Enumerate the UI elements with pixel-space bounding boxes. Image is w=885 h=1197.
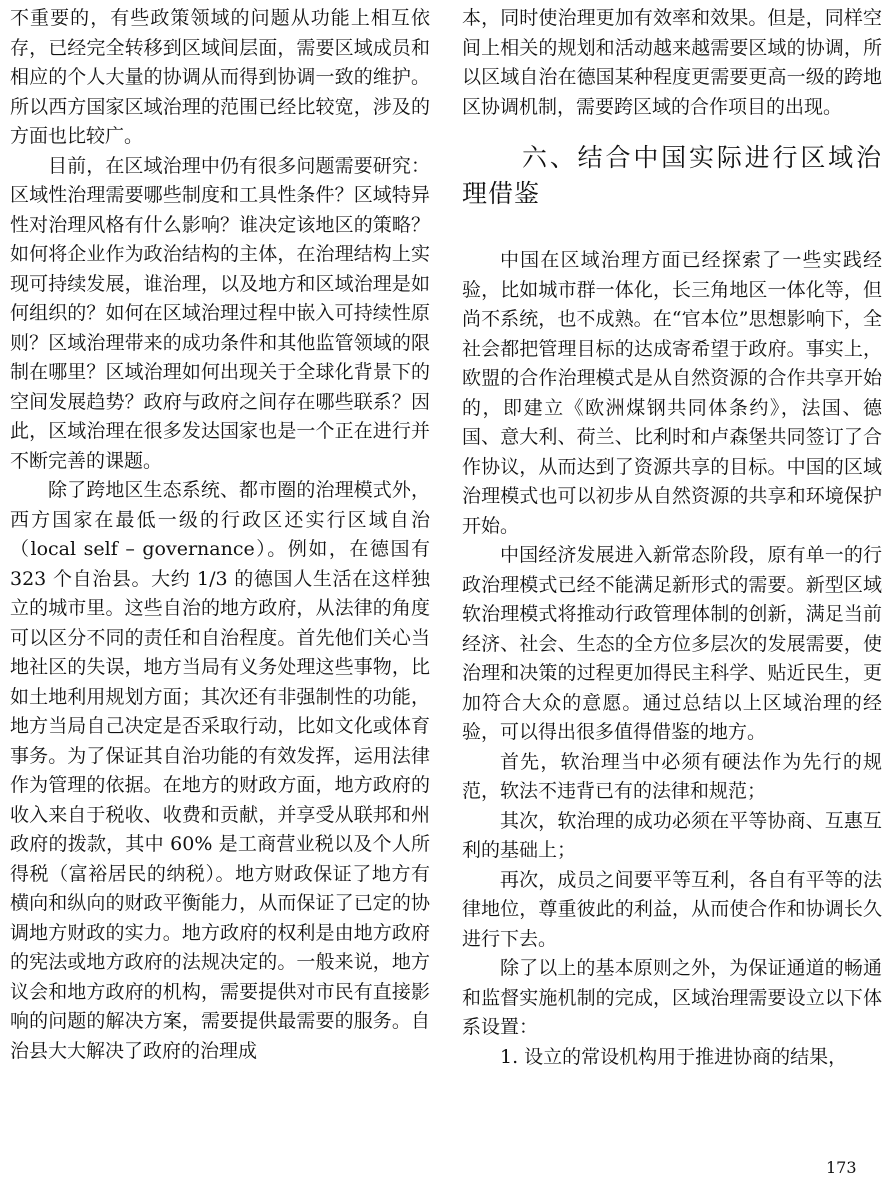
body-paragraph: 除了跨地区生态系统、都市圈的治理模式外，西方国家在最低一级的行政区还实行区域自治（local self – governance）。例如，在德国有 323 个自治县。大约 1/3 的德国人生活在这样独立的城市里。这些自治的地方政府，从法律的角度可以区分不同的责任和自治程度。首先他们关心当地社区的失误，地方当局有义务处理这些事物，比如土地利用规划方面；其次还有非强制性的功能，地方当局自己决定是否采取行动，比如文化或体育事务。为了保证其自治功能的有效发挥，运用法律作为管理的依据。在地方的财政方面，地方政府的收入来自于税收、收费和贡献，并享受从联邦和州政府的拨款，其中 60% 是工商营业税以及个人所得税（富裕居民的纳税）。地方财政保证了地方有横向和纵向的财政平衡能力，从而保证了已定的协调地方财政的实力。地方政府的权利是由地方政府的宪法或地方政府的法规决定的。一般来说，地方议会和地方政府的机构，需要提供对市民有直接影响的问题的解决方案，需要提供最需要的服务。自治县大大解决了政府的治理成 xyxy=(10,479,430,1062)
body-paragraph: 目前，在区域治理中仍有很多问题需要研究：区域性治理需要哪些制度和工具性条件？区域特异性对治理风格有什么影响？谁决定该地区的策略？如何将企业作为政治结构的主体，在治理结构上实现可持续发展，谁治理，以及地方和区域治理是如何组织的？如何在区域治理过程中嵌入可持续性原则？区域治理带来的成功条件和其他监管领域的限制在哪里？区域治理如何出现关于全球化背景下的空间发展趋势？政府与政府之间存在哪些联系？因此，区域治理在很多发达国家也是一个正在进行并不断完善的课题。 xyxy=(10,154,430,472)
body-paragraph: 中国经济发展进入新常态阶段，原有单一的行政治理模式已经不能满足新形式的需要。新型区域软治理模式将推动行政管理体制的创新，满足当前经济、社会、生态的全方位多层次的发展需要，使治理和决策的过程更加得民主科学、贴近民生，更加符合大众的意愿。通过总结以上区域治理的经验，可以得出很多值得借鉴的地方。 xyxy=(462,544,882,743)
body-paragraph: 本，同时使治理更加有效率和效果。但是，同样空间上相关的规划和活动越来越需要区域的协调，所以区域自治在德国某种程度更需要更高一级的跨地区协调机制，需要跨区域的合作项目的出现。 xyxy=(462,7,882,118)
body-paragraph: 1. 设立的常设机构用于推进协商的结果， xyxy=(500,1045,848,1068)
body-paragraph: 除了以上的基本原则之外，为保证通道的畅通和监督实施机制的完成，区域治理需要设立以下体系设置： xyxy=(462,957,882,1038)
left-column xyxy=(10,4,430,1066)
body-paragraph: 中国在区域治理方面已经探索了一些实践经验，比如城市群一体化，长三角地区一体化等，但尚不系统，也不成熟。在“官本位”思想影响下，全社会都把管理目标的达成寄希望于政府。事实上，欧盟的合作治理模式是从自然资源的合作共享开始的，即建立《欧洲煤钢共同体条约》，法国、德国、意大利、荷兰、比利时和卢森堡共同签订了合作协议，从而达到了资源共享的目标。中国的区域治理模式也可以初步从自然资源的共享和环境保护开始。 xyxy=(462,249,882,537)
body-paragraph: 其次，软治理的成功必须在平等协商、互惠互利的基础上； xyxy=(462,809,882,861)
page-number: 173 xyxy=(826,1158,857,1177)
body-paragraph: 不重要的，有些政策领域的问题从功能上相互依存，已经完全转移到区域间层面，需要区域成员和相应的个人大量的协调从而得到协调一致的维护。所以西方国家区域治理的范围已经比较宽，涉及的方面也比较广。 xyxy=(10,7,430,147)
body-paragraph: 首先，软治理当中必须有硬法作为先行的规范，软法不违背已有的法律和规范； xyxy=(462,750,882,802)
section-heading: 六、结合中国实际进行区域治理借鉴 xyxy=(462,143,882,208)
right-column xyxy=(462,4,882,1072)
body-paragraph: 再次，成员之间要平等互利，各自有平等的法律地位，尊重彼此的利益，从而使合作和协调长久进行下去。 xyxy=(462,868,882,950)
